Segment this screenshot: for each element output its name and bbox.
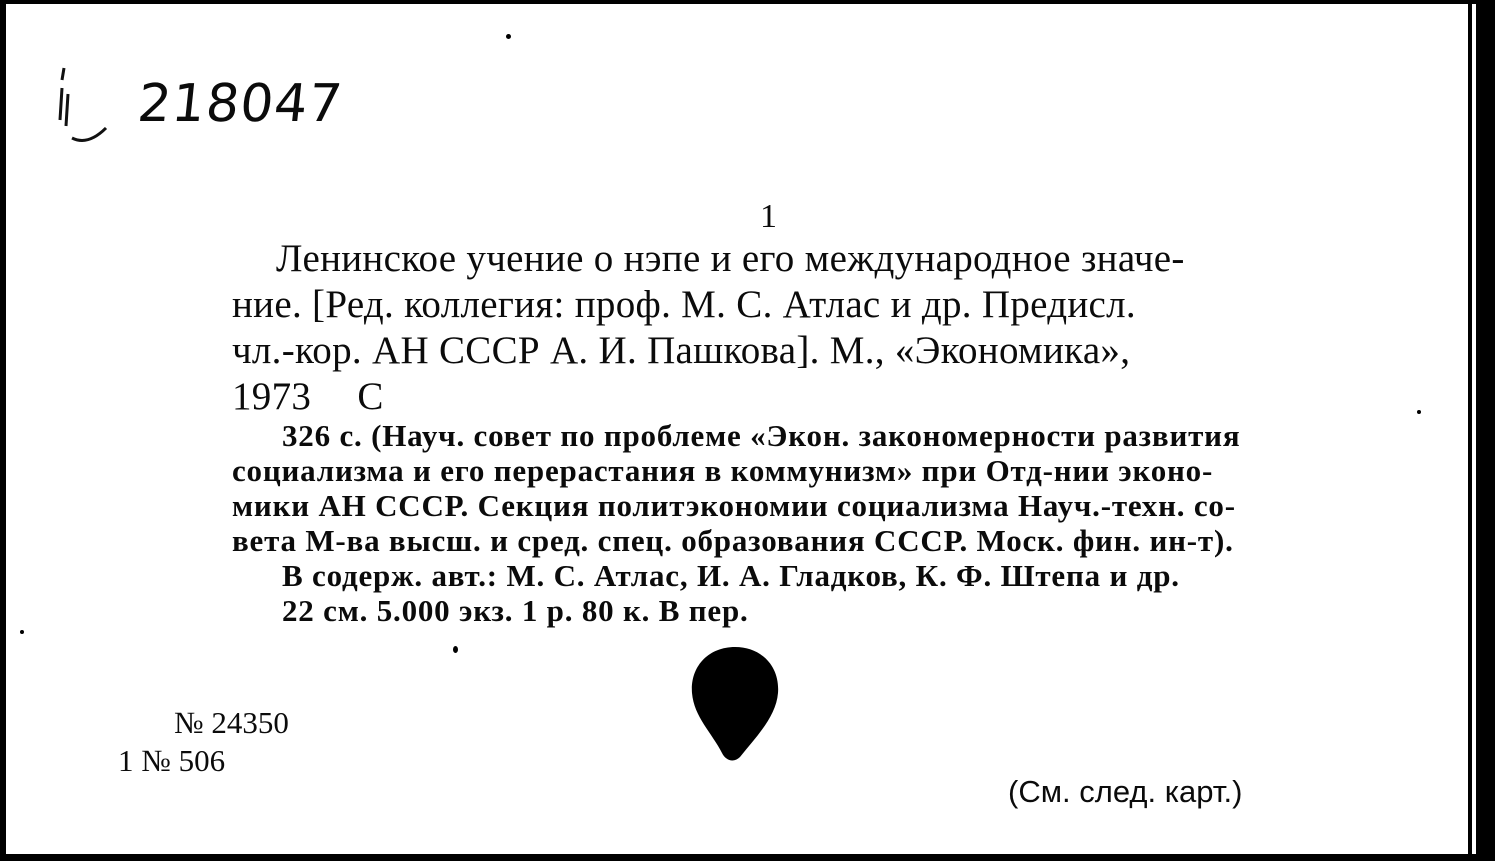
punch-hole: [690, 645, 780, 761]
see-next-card-note: (См. след. карт.): [1008, 774, 1243, 809]
bibliographic-notes: [232, 418, 1400, 628]
card-edge-right: [1476, 0, 1495, 861]
title-line-3-b: М., «Экономика»,: [829, 329, 1131, 372]
card-edge-right-inner: [1468, 0, 1472, 861]
note-line-4: вета М-ва высш. и сред. спец. образования СССР. Моск. фин. ин-т).: [232, 523, 1234, 558]
title-line-4-a: 1973: [232, 375, 312, 418]
speck: [453, 646, 458, 653]
title-line-3: [232, 328, 1400, 374]
title-line-4-b: С: [357, 375, 384, 418]
title-line-2-c: др. Предисл.: [921, 283, 1136, 326]
handwritten-bracket-mark: [58, 66, 118, 146]
card-edge-bottom: [0, 854, 1495, 861]
title-line-2-b: и: [890, 283, 912, 326]
title-line-2-a: ние. [Ред. коллегия: проф. М. С. Атлас: [232, 283, 881, 326]
inventory-number-2: 1 № 506: [118, 743, 226, 778]
title-line-3-a: чл.-кор. АН СССР А. И. Пашкова].: [232, 329, 820, 372]
title-line-4: [232, 374, 1400, 420]
title-line-1: [232, 236, 1400, 282]
note-line-5: В содерж. авт.: М. С. Атлас, И. А. Гладков, К. Ф. Штепа и др.: [282, 558, 1180, 593]
title-line-2: [232, 282, 1400, 328]
title-line-1-b: значе-: [1080, 237, 1185, 280]
title-entry: [232, 236, 1400, 420]
handwritten-number: 218047: [134, 74, 346, 134]
note-line-1: 326 с. (Науч. совет по проблеме «Экон. закономерности развития: [282, 418, 1241, 453]
card-edge-top: [0, 0, 1495, 4]
note-line-2: социализма и его перерастания в коммунизм» при Отд-нии эконо-: [232, 453, 1214, 488]
card-edge-left: [0, 0, 6, 861]
note-line-6: 22 см. 5.000 экз. 1 р. 80 к. В пер.: [282, 593, 749, 628]
speck: [20, 630, 24, 634]
speck: [506, 34, 511, 39]
inventory-number-1: № 24350: [174, 705, 289, 740]
title-line-1-a: Ленинское учение о нэпе и его международное: [276, 237, 1071, 280]
card-number: 1: [760, 198, 777, 235]
inventory-numbers: [118, 704, 289, 780]
note-line-3: мики АН СССР. Секция политэкономии социализма Науч.-техн. со-: [232, 488, 1236, 523]
speck: [1417, 410, 1421, 414]
